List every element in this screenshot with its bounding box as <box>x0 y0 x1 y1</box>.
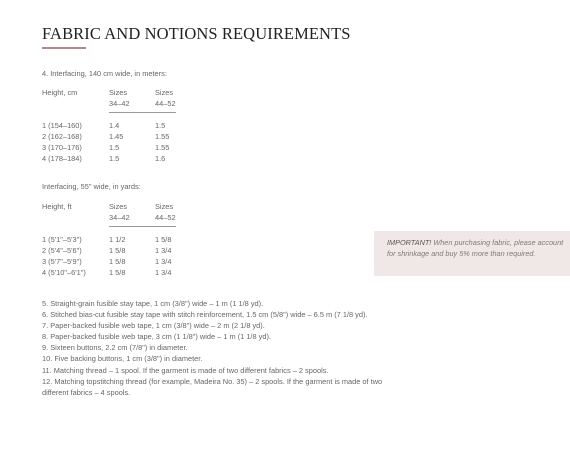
size-34-42-cell: 1 5/8 <box>109 268 126 277</box>
size-34-42-cell: 1.5 <box>109 143 120 152</box>
table2-col3-header-line1: Sizes <box>155 202 174 211</box>
height-cell: 2 (5'4"–5'6") <box>42 246 82 255</box>
list-item: 5. Straight-grain fusible stay tape, 1 cm (3/8") wide – 1 m (1 1/8 yd). <box>42 299 264 308</box>
list-item: 7. Paper-backed fusible web tape, 1 cm (3/8") wide – 2 m (2 1/8 yd). <box>42 321 265 331</box>
size-34-42-cell: 1.5 <box>109 154 120 163</box>
size-44-52-cell: 1 3/4 <box>155 268 172 277</box>
table2-col2-header-line1: Sizes <box>109 202 128 211</box>
table1-col3-header-line1: Sizes <box>155 88 174 97</box>
size-34-42-cell: 1 5/8 <box>109 246 126 255</box>
size-34-42-cell: 1.4 <box>109 121 120 130</box>
list-item: 8. Paper-backed fusible web tape, 3 cm (1 1/8") wide – 1 m (1 1/8 yd). <box>42 332 271 342</box>
table1-col2-header-line1: Sizes <box>109 88 128 97</box>
notions-list <box>42 298 402 398</box>
height-cell: 4 (5'10"–6'1") <box>42 268 86 277</box>
table2-caption: Interfacing, 55" wide, in yards: <box>42 182 141 191</box>
height-cell: 4 (178–184) <box>42 154 82 163</box>
height-cell: 3 (5'7"–5'9") <box>42 257 82 266</box>
list-item: 9. Sixteen buttons, 2.2 cm (7/8") in diameter. <box>42 343 188 353</box>
page-title: FABRIC AND NOTIONS REQUIREMENTS <box>42 24 351 43</box>
table1-caption: 4. Interfacing, 140 cm wide, in meters: <box>42 69 167 78</box>
table2-col3-header-line2: 44–52 <box>155 213 176 222</box>
size-44-52-cell: 1.55 <box>155 143 170 152</box>
size-34-42-cell: 1 5/8 <box>109 257 126 266</box>
table2-header-rule <box>109 226 176 227</box>
important-note-text <box>387 237 567 260</box>
height-cell: 2 (162–168) <box>42 132 82 141</box>
table1-col1-header: Height, cm <box>42 88 78 97</box>
height-cell: 3 (170–176) <box>42 143 82 152</box>
size-34-42-cell: 1 1/2 <box>109 235 126 244</box>
important-note-box <box>374 231 570 276</box>
size-34-42-cell: 1.45 <box>109 132 124 141</box>
important-message: When purchasing fabric, please account for shrinkage and buy 5% more than required. <box>387 238 564 259</box>
size-44-52-cell: 1 3/4 <box>155 257 172 266</box>
size-44-52-cell: 1.55 <box>155 132 170 141</box>
table1-col2-header-line2: 34–42 <box>109 99 130 108</box>
table2-col1-header: Height, ft <box>42 202 72 211</box>
list-item: 11. Matching thread – 1 spool. If the garment is made of two different fabrics – 2 spools. <box>42 365 329 375</box>
table1-header-rule <box>109 112 176 113</box>
size-44-52-cell: 1.6 <box>155 154 166 163</box>
title-underline <box>42 47 86 49</box>
table2-col2-header-line2: 34–42 <box>109 213 130 222</box>
list-item: 6. Stitched bias-cut fusible stay tape with stitch reinforcement, 1.5 cm (5/8") wide – 6.5 m (7 1/8 yd). <box>42 310 368 320</box>
list-item: 12. Matching topstitching thread (for example, Madeira No. 35) – 2 spools. If the garment is made of two different fabrics – 4 spools. <box>42 376 383 397</box>
list-item: 10. Five backing buttons, 1 cm (3/8") in diameter. <box>42 354 203 364</box>
height-cell: 1 (5'1"–5'3") <box>42 235 82 244</box>
size-44-52-cell: 1.5 <box>155 121 166 130</box>
table1-col3-header-line2: 44–52 <box>155 99 176 108</box>
size-44-52-cell: 1 5/8 <box>155 235 172 244</box>
height-cell: 1 (154–160) <box>42 121 82 130</box>
size-44-52-cell: 1 3/4 <box>155 246 172 255</box>
important-label: IMPORTANT! <box>387 238 432 247</box>
